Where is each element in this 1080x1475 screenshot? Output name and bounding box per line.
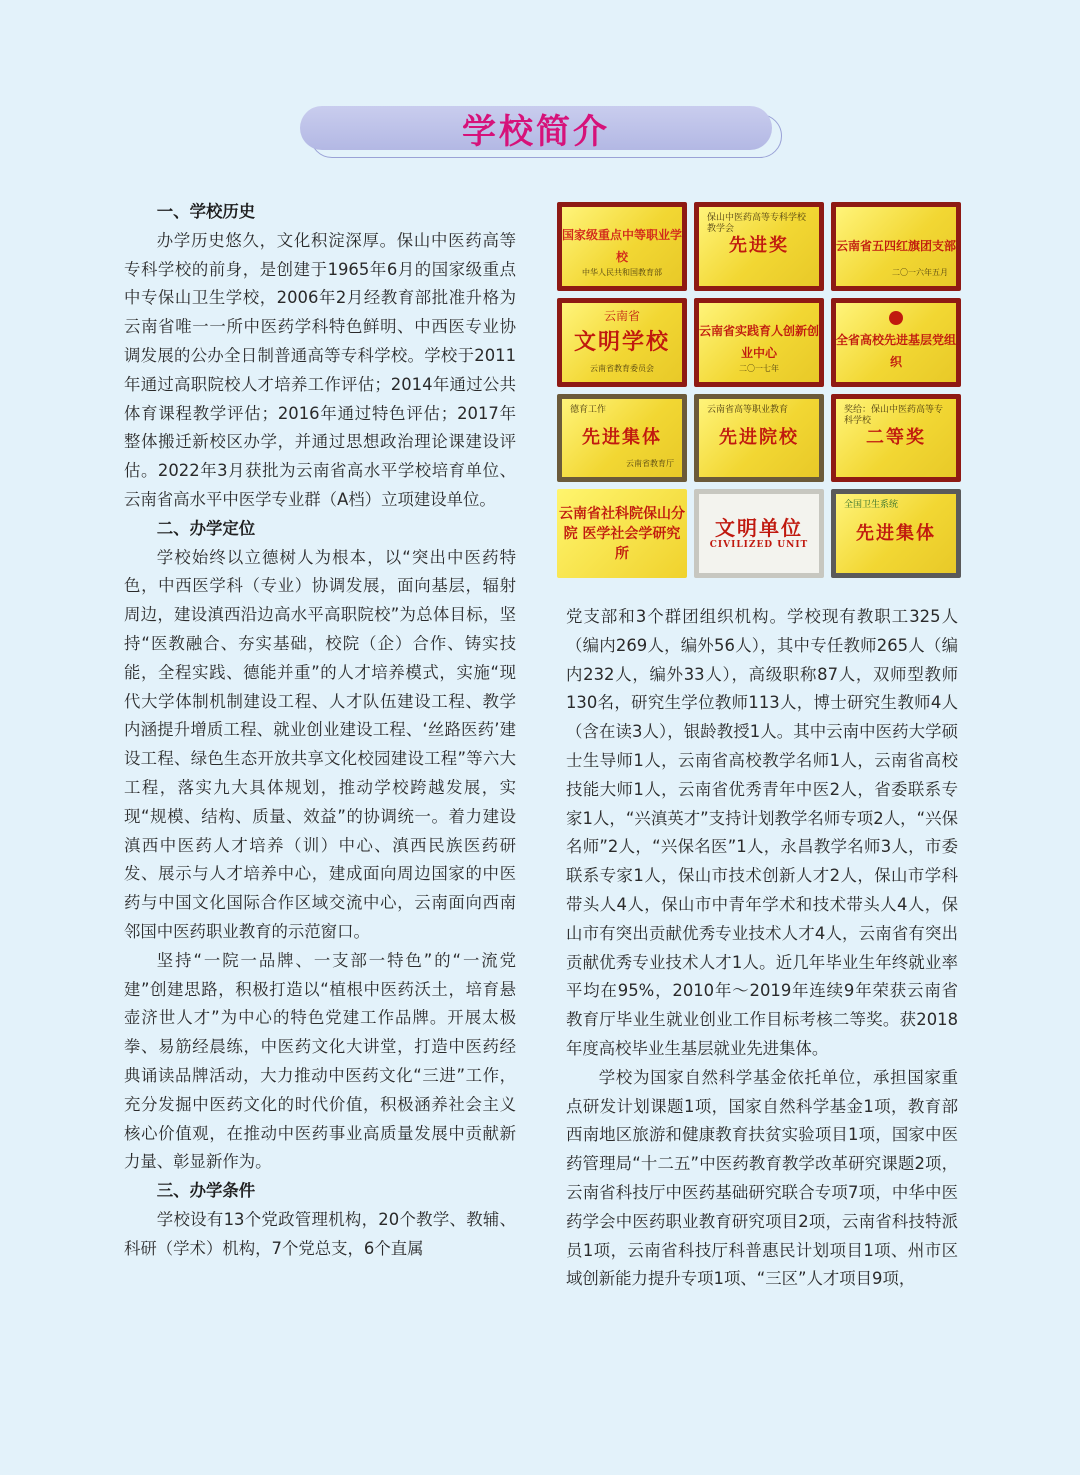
party-emblem-icon xyxy=(889,311,903,325)
plaque-date: 二〇一六年五月 xyxy=(892,267,948,277)
plaque-title: 文明单位 xyxy=(715,515,803,540)
title-banner xyxy=(300,106,782,154)
conditions-paragraph-2: 学校为国家自然科学基金依托单位，承担国家重点研发计划课题1项，国家自然科学基金1项，教育部西南地区旅游和健康教育扶贫实验项目1项，国家中医药管理局“十二五”中医药教育教学改革研究课题2项，云南省科技厅中医药基础研究联合专项7项，中华中医药学会中医药职业教育研究项目2项，云南省科技特派员1项，云南省科技厅科普惠民计划项目1项、州市区域创新能力提升专项1项、“三区”人才项目9项， xyxy=(566,1067,958,1289)
plaque-title: 国家级重点中等职业学校 xyxy=(562,228,683,265)
award-plaque xyxy=(694,202,824,291)
award-plaque xyxy=(557,298,687,387)
award-plaque xyxy=(831,394,961,483)
right-column xyxy=(566,603,958,1294)
award-plaque xyxy=(694,394,824,483)
plaque-title: 二等奖 xyxy=(866,426,926,448)
award-plaque xyxy=(831,202,961,291)
section-heading-positioning: 二、办学定位 xyxy=(156,518,256,538)
plaque-org: 德育工作 xyxy=(570,404,607,415)
award-plaque xyxy=(831,489,961,578)
plaque-org: 奖给：保山中医药高等专科学校 xyxy=(844,404,944,426)
award-plaque xyxy=(831,298,961,387)
plaque-org: 全国卫生系统 xyxy=(844,500,899,511)
conditions-paragraph-1-continued: 党支部和3个群团组织机构。学校现有教职工325人（编内269人，编外56人），其中专任教师265人（编内232人，编外33人），高级职称87人，双师型教师130名，研究生学位教师113人，博士研究生教师4人（含在读3人），银龄教授1人。其中云南中医药大学硕士生导师1人，云南省高校教学名师1人，云南省高校技能大师1人，云南省优秀青年中医2人，省委联系专家1人，“兴滇英才”支持计划教学名师专项2人，“兴保名师”2人，“兴保名医”1人，永昌教学名师3人，市委联系专家1人，保山市技术创新人才2人，保山市学科带头人4人，保山市中青年学术和技术带头人4人，保山市有突出贡献优秀专业技术人才4人，云南省有突出贡献优秀专业技术人才1人。近几年毕业生年终就业率平均在95%，2010年～2019年连续9年荣获云南省教育厅毕业生就业创业工作目标考核二等奖。获2018年度高校毕业生基层就业先进集体。 xyxy=(566,607,958,1058)
plaque-title: 云南省社科院保山分院 医学社会学研究所 xyxy=(559,505,685,562)
plaque-title: 云南省实践育人创新创业中心 xyxy=(699,324,820,361)
plaque-title: 先进奖 xyxy=(729,235,789,257)
plaque-title: 先进院校 xyxy=(719,426,799,448)
award-plaque xyxy=(557,489,687,578)
section-heading-conditions: 三、办学条件 xyxy=(156,1181,256,1201)
plaque-title: 先进集体 xyxy=(582,426,662,448)
plaque-issuer: 云南省教育委员会 xyxy=(590,363,654,373)
plaque-org: 云南省 xyxy=(603,308,640,323)
plaque-date: 二〇一七年 xyxy=(739,363,779,373)
conditions-paragraph-1-start: 学校设有13个党政管理机构，20个教学、教辅、科研（学术）机构，7个党总支，6个直属 xyxy=(124,1209,516,1258)
award-plaque xyxy=(557,202,687,291)
left-column xyxy=(124,198,516,1263)
positioning-paragraph-1: 学校始终以立德树人为根本，以“突出中医药特色，中西医学科（专业）协调发展，面向基层，辐射周边，建设滇西沿边高水平高职院校”为总体目标，坚持“医教融合、夯实基础，校院（企）合作、铸实技能，全程实践、德能并重”的人才培养模式，实施“现代大学体制机制建设工程、人才队伍建设工程、教学内涵提升增质工程、就业创业建设工程、‘丝路医药’建设工程、绿色生态开放共享文化校园建设工程”等六大工程，落实九大具体规划，推动学校跨越发展，实现“规模、结构、质量、效益”的协调统一。着力建设滇西中医药人才培养（训）中心、滇西民族医药研发、展示与人才培养中心，建成面向周边国家的中医药与中国文化国际合作区域交流中心，云南面向西南邻国中医药职业教育的示范窗口。 xyxy=(124,547,516,941)
plaque-title: 先进集体 xyxy=(856,522,936,544)
plaque-title: 文明学校 xyxy=(573,329,670,356)
plaque-org: 云南省高等职业教育 xyxy=(707,404,789,415)
award-plaque xyxy=(557,394,687,483)
section-heading-history: 一、学校历史 xyxy=(156,202,256,221)
award-plaque xyxy=(694,489,824,578)
plaque-org: 保山中医药高等专科学校教学会 xyxy=(707,213,807,234)
history-paragraph: 办学历史悠久，文化积淀深厚。保山中医药高等专科学校的前身，是创建于1965年6月的国家级重点中专保山卫生学校，2006年2月经教育部批准升格为云南省唯一一所中医药学科特色鲜明、中西医专业协调发展的公办全日制普通高等专科学校。学校于2011年通过高职院校人才培养工作评估；2014年通过公共体育课程教学评估；2016年通过特色评估；2017年整体搬迁新校区办学，并通过思想政治理论课建设评估。2022年3月获批为云南省高水平学校培育单位、云南省高水平中医学专业群（A档）立项建设单位。 xyxy=(124,230,516,509)
award-plaque xyxy=(694,298,824,387)
plaque-issuer: 云南省教育厅 xyxy=(626,459,674,469)
title-pill xyxy=(300,106,772,150)
award-plaques-photo xyxy=(557,202,961,578)
plaque-english: CIVILIZED UNIT xyxy=(709,539,809,550)
positioning-paragraph-2: 坚持“一院一品牌、一支部一特色”的“一流党建”创建思路，积极打造以“植根中医药沃土，培育悬壶济世人才”为中心的特色党建工作品牌。开展太极拳、易筋经晨练，中医药文化大讲堂，打造中医药经典诵读品牌活动，大力推动中医药文化“三进”工作，充分发掘中医药文化的时代价值，积极涵养社会主义核心价值观，在推动中医药事业高质量发展中贡献新力量、彰显新作为。 xyxy=(124,950,516,1172)
page-title: 学校简介 xyxy=(462,111,610,152)
plaque-title: 全省高校先进基层党组织 xyxy=(836,333,957,370)
plaque-issuer: 中华人民共和国教育部 xyxy=(582,267,662,277)
plaque-title: 云南省五四红旗团支部 xyxy=(836,239,957,254)
